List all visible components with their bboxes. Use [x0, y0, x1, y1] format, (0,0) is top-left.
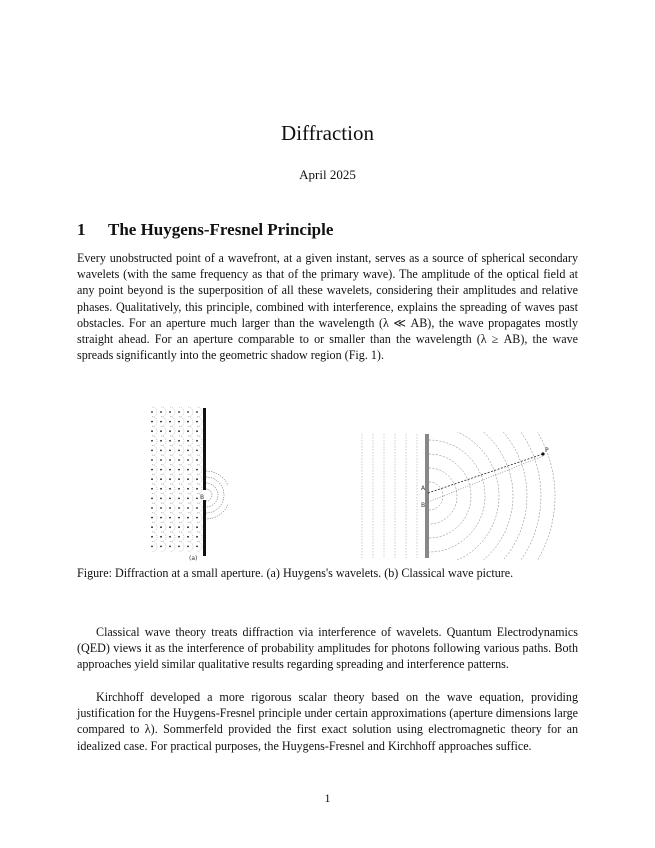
wavelet-source — [187, 469, 189, 471]
wavelet-source — [169, 478, 171, 480]
wavelet-source — [187, 536, 189, 538]
wavelet-source — [151, 459, 153, 461]
huygens-wavelets — [151, 407, 228, 551]
point-p-label: P — [545, 447, 549, 454]
paragraph-3: Kirchhoff developed a more rigorous scalar theory based on the wave equation, providing justification for the Huygens-Fresnel principle under certain approximations (aperture dimensions large compared to λ). Sommerfeld provided the first exact solution using electromagnetic theory for an idealized case. For practical purposes, the Huygens-Fresnel and Kirchhoff approaches suffice. — [77, 690, 578, 753]
wavelet-source — [187, 440, 189, 442]
wavelet-source — [151, 411, 153, 413]
wavelet-source — [151, 488, 153, 490]
wavelet-source — [196, 498, 198, 500]
barrier-top — [203, 408, 206, 490]
wavelet-source — [187, 411, 189, 413]
wavelet-source — [196, 450, 198, 452]
wavelet-source — [178, 507, 180, 509]
wavelet-source — [160, 498, 162, 500]
wavelet-source — [178, 411, 180, 413]
wavelet-source — [187, 459, 189, 461]
wavelet-source — [196, 507, 198, 509]
wavelet-source — [196, 430, 198, 432]
diffracted-arc — [206, 471, 228, 519]
wavelet-source — [151, 440, 153, 442]
wavefront-arc — [429, 432, 555, 560]
wavelet-source — [187, 517, 189, 519]
figure-caption: Figure: Diffraction at a small aperture. (a) Huygens's wavelets. (b) Classical wave picture. — [77, 566, 514, 580]
slit-barrier — [425, 434, 429, 558]
wavelet-source — [187, 526, 189, 528]
wavelet-source — [169, 430, 171, 432]
diffracted-arc — [206, 489, 212, 501]
wavelet-source — [160, 450, 162, 452]
wavelet-source — [160, 517, 162, 519]
wavelet-source — [196, 469, 198, 471]
wavelet-source — [151, 517, 153, 519]
ray-to-p — [428, 454, 543, 493]
wavelet-source — [178, 469, 180, 471]
point-b-label-b: B — [421, 502, 426, 509]
figure-panel-a — [148, 406, 228, 566]
wavelet-source — [160, 478, 162, 480]
wavelet-source — [160, 421, 162, 423]
wavelet-source — [178, 536, 180, 538]
wavelet-source — [151, 421, 153, 423]
wavelet-source — [187, 421, 189, 423]
wavelet-source — [196, 546, 198, 548]
diffracted-arc — [206, 477, 224, 513]
wavelet-source — [178, 459, 180, 461]
wavelet-source — [196, 536, 198, 538]
wavelet-source — [187, 450, 189, 452]
wavelet-source — [151, 526, 153, 528]
wavefront-arc — [429, 432, 513, 560]
section-heading — [77, 220, 333, 240]
wavelet-source — [169, 546, 171, 548]
ray-from-b — [428, 456, 543, 502]
wavelet-source — [178, 526, 180, 528]
wavelet-source — [160, 459, 162, 461]
wavelet-source — [187, 430, 189, 432]
point-b-label: B — [200, 494, 205, 501]
section-number: 1 — [77, 220, 86, 239]
wavelet-source — [169, 517, 171, 519]
barrier-bottom — [203, 500, 206, 556]
wavelet-source — [187, 488, 189, 490]
wavelet-source — [160, 411, 162, 413]
wavelet-source — [151, 430, 153, 432]
diffracted-wavefronts — [429, 432, 555, 560]
wavelet-source — [160, 536, 162, 538]
wavelet-source — [196, 478, 198, 480]
wavelet-source — [151, 507, 153, 509]
wavelet-source — [169, 469, 171, 471]
wavelet-source — [169, 459, 171, 461]
wavelet-source — [169, 526, 171, 528]
paragraph-1: Every unobstructed point of a wavefront, at a given instant, serves as a source of spherical secondary wavelets (with the same frequency as that of the primary wave). The amplitude of the optical field at any point beyond is the superposition of all these wavelets, considering their amplitudes and relative phases. Qualitatively, this principle, combined with interference, explains the spreading of waves past obstacles. For an aperture much larger than the wavelength (λ ≪ AB), the wave propagates mostly straight ahead. For an aperture comparable to or smaller than the wavelength (λ ≥ AB), the wave spreads significantly into the geometric shadow region (Fig. 1). — [77, 251, 578, 363]
wavelet-source — [196, 421, 198, 423]
wavelet-source — [169, 440, 171, 442]
wavelet-source — [178, 421, 180, 423]
wavelet-source — [178, 430, 180, 432]
paragraph-2: Classical wave theory treats diffraction via interference of wavelets. Quantum Electrodynamics (QED) views it as the interference of probability amplitudes for photons following various paths. Both approaches yield similar qualitative results regarding spreading and interference patterns. — [77, 625, 578, 672]
diffracted-arc — [206, 483, 218, 507]
wavelet-source — [169, 507, 171, 509]
figure-panel-b — [348, 432, 568, 560]
wavelet-source — [187, 546, 189, 548]
wavelet-source — [160, 488, 162, 490]
wavelet-source — [169, 498, 171, 500]
wavelet-source — [160, 507, 162, 509]
wavelet-source — [196, 517, 198, 519]
document-date: April 2025 — [299, 167, 356, 182]
wavelet-source — [151, 536, 153, 538]
wavelet-source — [151, 546, 153, 548]
wavelet-source — [160, 546, 162, 548]
wavefront-arc — [429, 432, 527, 560]
wavelet-source — [169, 421, 171, 423]
wavelet-source — [178, 498, 180, 500]
wavelet-source — [178, 450, 180, 452]
wavelet-source — [196, 411, 198, 413]
wavelet-source — [169, 488, 171, 490]
wavelet-source — [178, 488, 180, 490]
wavelet-source — [151, 469, 153, 471]
document-title: Diffraction — [281, 121, 374, 145]
incident-plane-waves — [362, 434, 417, 558]
wavelet-source — [196, 459, 198, 461]
wavelet-source — [196, 526, 198, 528]
wavelet-source — [169, 450, 171, 452]
wavelet-source — [187, 478, 189, 480]
wavelet-source — [151, 478, 153, 480]
wavelet-source — [151, 450, 153, 452]
wavelet-source — [196, 440, 198, 442]
wavelet-source — [169, 411, 171, 413]
wavelet-source — [178, 440, 180, 442]
wavelet-source — [160, 440, 162, 442]
page-number: 1 — [324, 791, 331, 805]
panel-a-label: (a) — [189, 555, 198, 562]
wavelet-source — [178, 546, 180, 548]
point-a-label: A — [421, 485, 426, 492]
wavefront-arc — [429, 454, 471, 538]
wavefront-arc — [429, 432, 499, 560]
wavefront-arc — [429, 482, 443, 510]
section-title: The Huygens-Fresnel Principle — [108, 220, 334, 239]
wavelet-source — [169, 536, 171, 538]
wavelet-source — [178, 517, 180, 519]
wavelet-source — [196, 488, 198, 490]
wavelet-source — [160, 430, 162, 432]
wavelet-source — [160, 469, 162, 471]
wavelet-source — [151, 498, 153, 500]
wavelet-source — [187, 507, 189, 509]
wavelet-source — [178, 478, 180, 480]
wavelet-source — [160, 526, 162, 528]
wavelet-source — [187, 498, 189, 500]
